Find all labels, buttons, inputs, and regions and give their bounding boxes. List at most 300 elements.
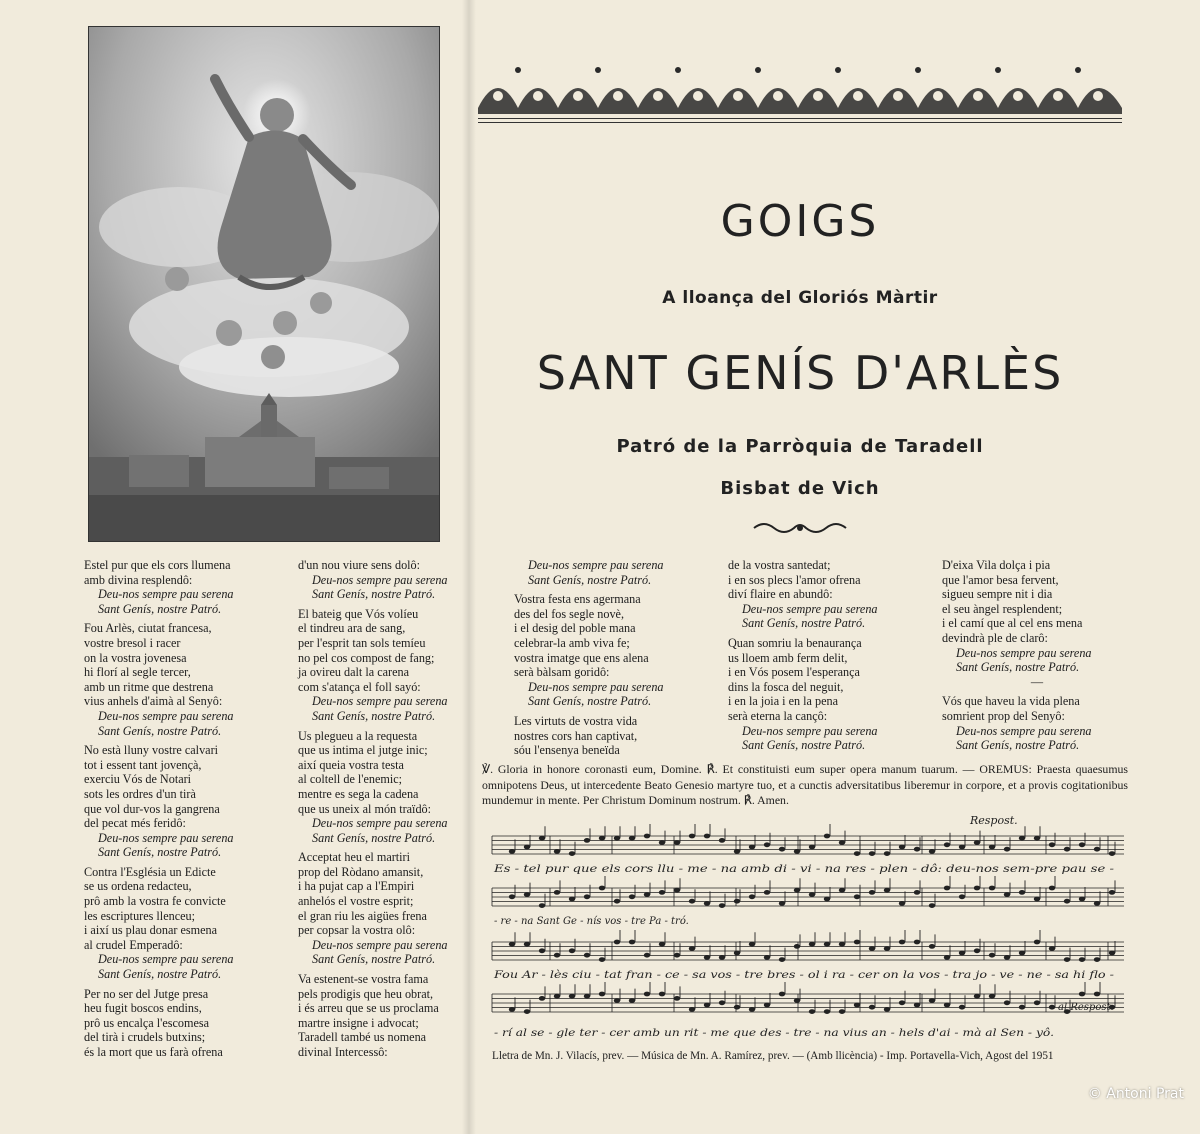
header-rule xyxy=(478,118,1122,123)
verse-column-3 xyxy=(514,558,714,763)
stanza xyxy=(84,743,284,860)
note-head xyxy=(614,836,620,841)
note-head xyxy=(629,998,635,1003)
note-head xyxy=(749,894,755,899)
verse-line: somrient prop del Senyô: xyxy=(942,708,1065,723)
saint-name: SANT GENÍS D'ARLÈS xyxy=(536,346,1064,400)
note-head xyxy=(824,942,830,947)
verse-line: dins la fosca del neguit, xyxy=(728,679,844,694)
note-head xyxy=(854,1003,860,1008)
note-head xyxy=(554,994,560,999)
note-head xyxy=(839,942,845,947)
refrain-line: Sant Genís, nostre Patró. xyxy=(98,601,222,616)
note-head xyxy=(794,888,800,893)
verse-line: i en sos plecs l'amor ofrena xyxy=(728,572,861,587)
note-head xyxy=(539,903,545,908)
refrain-line: Sant Genís, nostre Patró. xyxy=(98,845,222,860)
note-head xyxy=(509,942,515,947)
verse-line: des del fos segle novè, xyxy=(514,606,624,621)
stanza xyxy=(514,592,714,709)
note-head xyxy=(824,834,830,839)
verse-line: vius anhels d'aimà al Senyô: xyxy=(84,694,223,709)
note-head xyxy=(824,1009,830,1014)
refrain-line: Deu-nos sempre pau serena xyxy=(312,694,448,709)
note-head xyxy=(1004,892,1010,897)
stanza xyxy=(298,558,484,602)
note-head xyxy=(869,890,875,895)
note-head xyxy=(914,1003,920,1008)
note-head xyxy=(554,953,560,958)
note-head xyxy=(599,836,605,841)
verse-line: us lloem amb ferm delit, xyxy=(728,650,848,665)
note-head xyxy=(959,894,965,899)
note-head xyxy=(1094,957,1100,962)
note-head xyxy=(689,946,695,951)
stanza xyxy=(514,714,714,758)
note-head xyxy=(569,994,575,999)
note-head xyxy=(689,1007,695,1012)
refrain-line: Deu-nos sempre pau serena xyxy=(742,723,878,738)
note-head xyxy=(884,1007,890,1012)
verse-line: hi florí al segle tercer, xyxy=(84,665,191,680)
latin-prayer: ℣. Gloria in honore coronasti eum, Domine. ℟. Et constituisti eum super opera manum tuarum. — OREMUS: Praesta quaesumus omnipotens Deus, ut intercedente Beato Genesio martyre tuo, et a cunctis adversitatibus liberemur in corpore, et a provis cogitationibus mundemur in mente. Per Christum Dominum nostrum. ℟. Amen. xyxy=(482,762,1128,808)
refrain-line: Deu-nos sempre pau serena xyxy=(528,558,664,572)
verse-line: prop del Ròdano amansit, xyxy=(298,864,424,879)
note-head xyxy=(854,894,860,899)
note-head xyxy=(509,849,515,854)
verse-line: Vostra festa ens agermana xyxy=(514,592,641,607)
note-head xyxy=(884,851,890,856)
stanza xyxy=(298,850,484,967)
note-head xyxy=(1094,901,1100,906)
note-head xyxy=(614,940,620,945)
note-head xyxy=(569,851,575,856)
stanza xyxy=(84,865,284,982)
verse-line: serà eterna la cançô: xyxy=(728,708,828,723)
refrain-line: Deu-nos sempre pau serena xyxy=(956,723,1092,738)
refrain-line: Sant Genís, nostre Patró. xyxy=(312,587,436,602)
note-head xyxy=(884,946,890,951)
note-head xyxy=(944,1003,950,1008)
note-head xyxy=(1019,951,1025,956)
verse-line: anhelós el vostre esprit; xyxy=(298,894,414,909)
lyric-line-2: - re - na Sant Ge - nís vos - tre Pa - tró. xyxy=(494,916,689,927)
verse-line: vostra imatge que ens alena xyxy=(514,650,649,665)
note-head xyxy=(1094,847,1100,852)
refrain-line: Deu-nos sempre pau serena xyxy=(528,679,664,694)
stanza xyxy=(728,558,928,631)
credits-line: Lletra de Mn. J. Vilacís, prev. — Música de Mn. A. Ramírez, prev. — (Amb llicència) - Imp. Portavella-Vich, Agost del 1951 xyxy=(492,1050,1054,1062)
verse-line: Va estenent-se vostra fama xyxy=(298,972,429,987)
verse-line: i ha pujat cap a l'Empiri xyxy=(298,879,415,894)
note-head xyxy=(674,888,680,893)
verse-line: de la vostra santedat; xyxy=(728,558,831,572)
refrain-line: Sant Genís, nostre Patró. xyxy=(312,952,436,967)
verse-line: Estel pur que els cors llumena xyxy=(84,558,231,572)
note-head xyxy=(1109,951,1115,956)
note-head xyxy=(1109,851,1115,856)
note-head xyxy=(629,836,635,841)
note-head xyxy=(989,953,995,958)
verse-line: sigueu sempre nit i dia xyxy=(942,587,1053,602)
note-head xyxy=(869,1005,875,1010)
refrain-line: Deu-nos sempre pau serena xyxy=(312,572,448,587)
note-head xyxy=(569,948,575,953)
music-score xyxy=(490,810,1126,1042)
verse-line: prô amb la vostra fe convicte xyxy=(84,894,226,909)
note-head xyxy=(839,888,845,893)
verse-line: del tirà i crudels butxins; xyxy=(84,1030,206,1045)
verse-line: d'un nou viure sens dolô: xyxy=(298,558,421,572)
note-head xyxy=(749,845,755,850)
verse-line: les escriptures llenceu; xyxy=(84,908,195,923)
note-head xyxy=(584,953,590,958)
note-head xyxy=(524,1009,530,1014)
stanza xyxy=(298,729,484,846)
verse-line: sóu l'ensenya beneïda xyxy=(514,743,620,758)
note-head xyxy=(779,992,785,997)
note-head xyxy=(524,892,530,897)
refrain-line: Sant Genís, nostre Patró. xyxy=(956,738,1080,753)
note-head xyxy=(599,992,605,997)
verse-line: i en la joia i en la pena xyxy=(728,694,838,709)
note-head xyxy=(644,953,650,958)
refrain-line: Sant Genís, nostre Patró. xyxy=(312,708,436,723)
note-head xyxy=(704,901,710,906)
refrain-line: Sant Genís, nostre Patró. xyxy=(98,967,222,982)
verse-line: pels prodigis que heu obrat, xyxy=(298,986,434,1001)
verse-column-5 xyxy=(942,558,1132,758)
stanza xyxy=(942,558,1132,689)
note-head xyxy=(734,951,740,956)
note-head xyxy=(884,888,890,893)
verse-line: celebrar-la amb viva fe; xyxy=(514,635,630,650)
note-head xyxy=(1034,940,1040,945)
verse-line: vostre bresol i racer xyxy=(84,635,181,650)
note-head xyxy=(989,994,995,999)
note-head xyxy=(1019,836,1025,841)
note-head xyxy=(899,901,905,906)
note-head xyxy=(644,892,650,897)
note-head xyxy=(704,834,710,839)
note-head xyxy=(809,1009,815,1014)
note-head xyxy=(944,955,950,960)
verse-line: al coltell de l'enemic; xyxy=(298,772,403,787)
note-head xyxy=(839,840,845,845)
verse-line: és la mort que us farà ofrena xyxy=(84,1045,223,1059)
note-head xyxy=(854,940,860,945)
note-head xyxy=(929,903,935,908)
stanza xyxy=(84,558,284,616)
verse-line: Taradell també us nomena xyxy=(298,1030,427,1045)
note-head xyxy=(974,840,980,845)
note-head xyxy=(539,948,545,953)
note-head xyxy=(989,845,995,850)
verse-line: que vol dur-vos la gangrena xyxy=(84,801,220,816)
note-head xyxy=(1049,886,1055,891)
note-head xyxy=(1064,847,1070,852)
verse-line: D'eixa Vila dolça i pia xyxy=(942,558,1051,572)
note-head xyxy=(1064,899,1070,904)
lyric-line-3: Fou Ar - lès ciu - tat fran - ce - sa vos - tre bres - ol i ra - cer on la vos - tra jo - ve - ne - sa hi flo - xyxy=(492,970,1115,981)
refrain-line: Deu-nos sempre pau serena xyxy=(742,601,878,616)
note-head xyxy=(959,845,965,850)
note-head xyxy=(659,942,665,947)
note-head xyxy=(899,1000,905,1005)
note-head xyxy=(1049,946,1055,951)
verse-line: el gran riu les aigües frena xyxy=(298,908,427,923)
verse-line: tot i essent tant jovençà, xyxy=(84,757,202,772)
note-head xyxy=(599,957,605,962)
note-head xyxy=(869,851,875,856)
note-head xyxy=(1049,1005,1055,1010)
note-head xyxy=(674,840,680,845)
saint-in-glory-icon xyxy=(89,27,439,541)
stanza xyxy=(84,987,284,1060)
subtitle: A lloança del Gloriós Màrtir xyxy=(662,288,938,308)
verse-line: amb un ritme que destrena xyxy=(84,679,214,694)
note-head xyxy=(959,1005,965,1010)
stanza xyxy=(84,621,284,738)
note-head xyxy=(749,942,755,947)
note-head xyxy=(719,903,725,908)
verse-line: Vós que haveu la vida plena xyxy=(942,694,1080,709)
verse-line: prô us encalça l'escomesa xyxy=(84,1015,210,1030)
note-head xyxy=(1019,890,1025,895)
note-head xyxy=(914,847,920,852)
verse-line: el tindreu ara de sang, xyxy=(298,621,406,636)
verse-line: no pel cos compost de fang; xyxy=(298,650,435,665)
note-head xyxy=(794,998,800,1003)
note-head xyxy=(629,894,635,899)
note-head xyxy=(1019,1005,1025,1010)
note-head xyxy=(1004,955,1010,960)
note-head xyxy=(794,849,800,854)
note-head xyxy=(764,955,770,960)
note-head xyxy=(1079,897,1085,902)
note-head xyxy=(569,897,575,902)
verse-line: i en Vós posem l'esperança xyxy=(728,665,860,680)
end-note: al Respost. xyxy=(1058,1002,1114,1013)
note-head xyxy=(929,849,935,854)
note-head xyxy=(1034,897,1040,902)
note-head xyxy=(1004,847,1010,852)
note-head xyxy=(1004,1000,1010,1005)
note-head xyxy=(1064,957,1070,962)
refrain-line: Sant Genís, nostre Patró. xyxy=(98,723,222,738)
note-head xyxy=(509,894,515,899)
verse-line: divinal Intercessô: xyxy=(298,1045,388,1059)
refrain-line: Deu-nos sempre pau serena xyxy=(98,830,234,845)
note-head xyxy=(644,992,650,997)
verse-line: serà bàlsam goridô: xyxy=(514,665,610,680)
note-head xyxy=(719,1000,725,1005)
verse-line: del pecat més feridô: xyxy=(84,816,186,831)
refrain-line: Sant Genís, nostre Patró. xyxy=(528,572,652,587)
note-head xyxy=(974,994,980,999)
note-head xyxy=(1079,992,1085,997)
note-head xyxy=(764,1003,770,1008)
refrain-line: Deu-nos sempre pau serena xyxy=(98,587,234,602)
verse-line: diví flaire en abundô: xyxy=(728,587,833,602)
vine-ornament-icon xyxy=(478,58,1122,116)
verse-column-4 xyxy=(728,558,928,758)
note-head xyxy=(779,901,785,906)
refrain-line: Sant Genís, nostre Patró. xyxy=(956,660,1080,675)
note-head xyxy=(599,886,605,891)
verse-line: Quan somriu la benaurança xyxy=(728,635,862,650)
note-head xyxy=(764,842,770,847)
note-head xyxy=(509,1007,515,1012)
stanza xyxy=(298,972,484,1060)
verse-line: ja ovireu dalt la carena xyxy=(298,665,409,680)
stanza xyxy=(514,558,714,587)
verse-line: Acceptat heu el martiri xyxy=(298,850,411,865)
note-head xyxy=(524,942,530,947)
verse-line: i així us plau donar esmena xyxy=(84,923,218,938)
note-head xyxy=(929,998,935,1003)
verse-line: martre insigne i advocat; xyxy=(298,1015,419,1030)
refrain-line: Sant Genís, nostre Patró. xyxy=(312,830,436,845)
verse-line: No està lluny vostre calvari xyxy=(84,743,219,758)
note-head xyxy=(779,847,785,852)
note-head xyxy=(719,838,725,843)
note-head xyxy=(869,946,875,951)
note-head xyxy=(824,897,830,902)
verse-line: i el desig del poble mana xyxy=(514,621,636,636)
copyright-watermark: © Antoni Prat xyxy=(1087,1086,1184,1102)
verse-line: se us ordena redacteu, xyxy=(84,879,192,894)
note-head xyxy=(854,851,860,856)
verse-line: devindrà ple de clarô: xyxy=(942,630,1048,645)
note-head xyxy=(1079,957,1085,962)
note-head xyxy=(1109,890,1115,895)
note-head xyxy=(899,940,905,945)
lyric-line-4: - rí al se - gle ter - cer amb un rit - me que des - tre - na vius an - hels d'ai - mà al Sen - yô. xyxy=(494,1028,1054,1039)
note-head xyxy=(959,951,965,956)
note-head xyxy=(839,1009,845,1014)
note-head xyxy=(734,849,740,854)
patron-line: Patró de la Parròquia de Taradell xyxy=(616,436,984,457)
refrain-line: Deu-nos sempre pau serena xyxy=(98,952,234,967)
note-head xyxy=(584,994,590,999)
refrain-line: Sant Genís, nostre Patró. xyxy=(528,694,652,709)
note-head xyxy=(689,899,695,904)
verse-column-2 xyxy=(298,558,484,1065)
note-head xyxy=(659,840,665,845)
note-head xyxy=(659,992,665,997)
note-head xyxy=(974,948,980,953)
note-head xyxy=(944,842,950,847)
note-head xyxy=(974,886,980,891)
note-head xyxy=(644,834,650,839)
note-head xyxy=(1034,1000,1040,1005)
note-head xyxy=(1079,842,1085,847)
note-head xyxy=(554,890,560,895)
page-title: GOIGS xyxy=(720,196,880,247)
note-head xyxy=(584,838,590,843)
verse-line: que l'amor besa fervent, xyxy=(942,572,1059,587)
verse-line: Contra l'Església un Edicte xyxy=(84,864,216,879)
verse-line: exerciu Vós de Notari xyxy=(84,772,192,787)
note-head xyxy=(719,955,725,960)
note-head xyxy=(704,955,710,960)
saint-illustration xyxy=(88,26,440,542)
verse-line: nostres cors han captivat, xyxy=(514,728,638,743)
verse-line: amb divina resplendô: xyxy=(84,572,193,587)
verse-line: al crudel Emperadô: xyxy=(84,937,183,952)
note-head xyxy=(929,944,935,949)
verse-line: heu fugit boscos endins, xyxy=(84,1001,202,1016)
note-head xyxy=(1049,842,1055,847)
flourish-icon xyxy=(750,518,850,538)
verse-line: Fou Arlès, ciutat francesa, xyxy=(84,621,212,636)
note-head xyxy=(539,836,545,841)
verse-line: per copsar la vostra olô: xyxy=(298,923,416,938)
refrain-line: Deu-nos sempre pau serena xyxy=(98,708,234,723)
verse-line: i és arreu que se us proclama xyxy=(298,1001,439,1016)
verse-line: que us uneix al món traïdô: xyxy=(298,801,432,816)
verse-line: com s'atança el foll sayó: xyxy=(298,679,421,694)
note-head xyxy=(1094,992,1100,997)
note-head xyxy=(914,940,920,945)
note-head xyxy=(779,957,785,962)
note-head xyxy=(944,886,950,891)
note-head xyxy=(764,890,770,895)
verse-line: El bateig que Vós volíeu xyxy=(298,606,419,621)
stanza xyxy=(728,636,928,753)
refrain-line: Sant Genís, nostre Patró. xyxy=(742,616,866,631)
note-head xyxy=(554,849,560,854)
note-head xyxy=(674,996,680,1001)
note-head xyxy=(749,1007,755,1012)
verse-line: mentre es sega la cadena xyxy=(298,786,419,801)
note-head xyxy=(614,899,620,904)
verse-line: on la vostra jovenesa xyxy=(84,650,187,665)
note-head xyxy=(809,845,815,850)
note-head xyxy=(794,944,800,949)
note-head xyxy=(674,953,680,958)
note-head xyxy=(809,892,815,897)
note-head xyxy=(629,940,635,945)
verse-line: Per no ser del Jutge presa xyxy=(84,986,209,1001)
note-head xyxy=(524,845,530,850)
verse-line: i el camí que al cel ens mena xyxy=(942,616,1083,631)
note-head xyxy=(659,890,665,895)
note-head xyxy=(734,899,740,904)
note-head xyxy=(614,998,620,1003)
note-head xyxy=(899,845,905,850)
stanza-dash: — xyxy=(1030,674,1044,689)
stanza xyxy=(298,607,484,724)
refrain-line: Sant Genís, nostre Patró. xyxy=(742,738,866,753)
refrain-line: Deu-nos sempre pau serena xyxy=(312,937,448,952)
respost-marker: Respost. xyxy=(970,814,1018,827)
note-head xyxy=(914,890,920,895)
note-head xyxy=(809,942,815,947)
verse-line: sots les ordres d'un tirà xyxy=(84,786,196,801)
diocese-line: Bisbat de Vich xyxy=(720,478,880,499)
lyric-line-1: Es - tel pur que els cors llu - me - na amb di - vi - na res - plen - dô: deu-nos sem-pre pau se - xyxy=(492,864,1115,875)
note-head xyxy=(584,894,590,899)
note-head xyxy=(1034,836,1040,841)
note-head xyxy=(989,886,995,891)
verse-line: que us intima el jutge inic; xyxy=(298,743,428,758)
verse-line: Us plegueu a la requesta xyxy=(298,728,418,743)
verse-line: Les virtuts de vostra vida xyxy=(514,713,638,728)
verse-line: així queia vostra testa xyxy=(298,757,404,772)
verse-column-1 xyxy=(84,558,284,1065)
